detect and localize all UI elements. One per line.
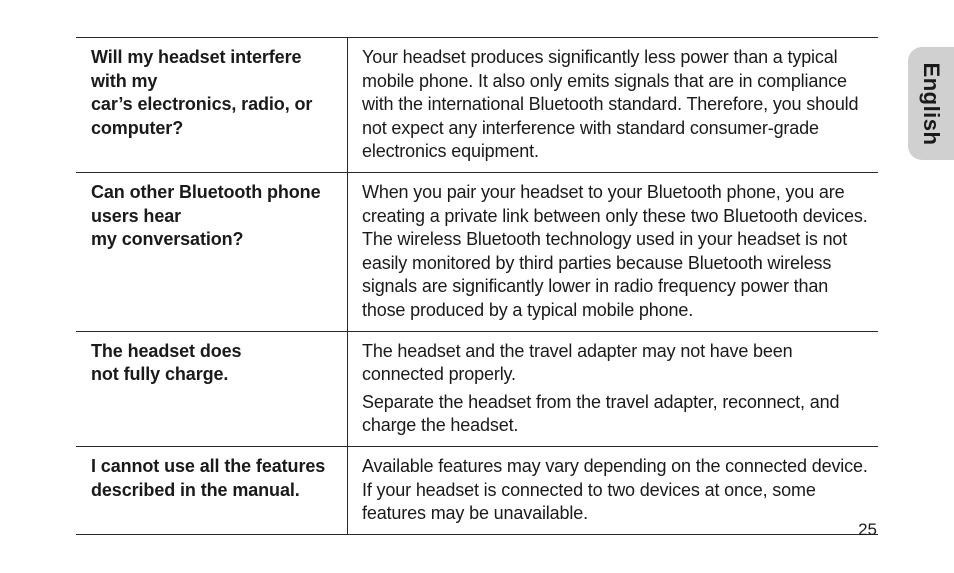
answer-cell: [348, 331, 879, 446]
table-row: [76, 331, 878, 446]
answer-paragraph: Separate the headset from the travel adapter, reconnect, and charge the headset.: [362, 391, 840, 436]
question-cell: [76, 38, 348, 173]
table-row: [76, 446, 878, 534]
answer-paragraph: Your headset produces significantly less power than a typical mobile phone. It also only emits signals that are in compliance with the international Bluetooth standard. Therefore, you should not expect any interference with standard consumer-grade electronics equipment.: [362, 47, 859, 162]
table-row: [76, 172, 878, 331]
answer-cell: [348, 446, 879, 534]
question-line: not fully charge.: [91, 364, 229, 385]
answer-paragraph: When you pair your headset to your Bluetooth phone, you are creating a private link between only these two Bluetooth devices. The wireless Bluetooth technology used in your headset is not easily monitored by third parties because Bluetooth wireless signals are significantly lower in radio frequency power than those produced by a typical mobile phone.: [362, 181, 868, 320]
answer-paragraph: The headset and the travel adapter may not have been connected properly.: [362, 340, 793, 385]
question-cell: [76, 172, 348, 331]
question-line: my conversation?: [91, 229, 244, 250]
question-cell: [76, 331, 348, 446]
language-tab-label: English: [919, 62, 944, 146]
question-line: car’s electronics, radio, or computer?: [91, 94, 313, 138]
question-cell: [76, 446, 348, 534]
answer-cell: [348, 38, 879, 173]
question-line: I cannot use all the features described in the manual.: [91, 455, 326, 500]
answer-cell: [348, 172, 879, 331]
table-row: [76, 38, 878, 173]
answer-paragraph: Available features may vary depending on the connected device. If your headset is connected to two devices at once, some features may be unavailable.: [362, 455, 868, 524]
question-line: Will my headset interfere with my: [91, 47, 302, 91]
question-line: Can other Bluetooth phone users hear: [91, 181, 321, 226]
question-line: The headset does: [91, 340, 242, 361]
troubleshooting-table: [76, 37, 878, 535]
page-number: 25: [858, 520, 877, 539]
